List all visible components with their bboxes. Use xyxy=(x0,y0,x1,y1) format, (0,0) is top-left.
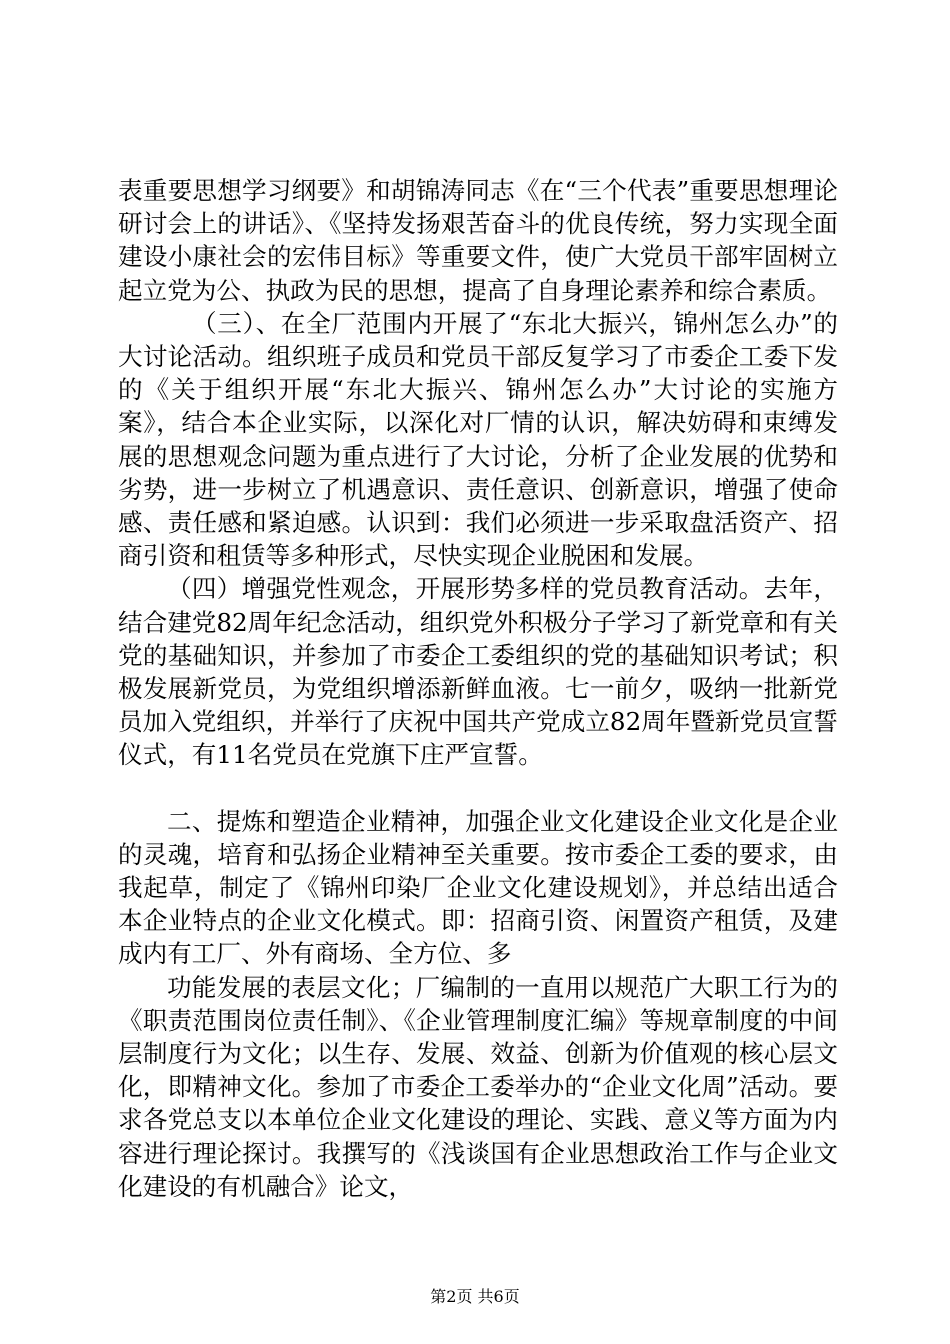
paragraph-gap xyxy=(118,772,838,805)
paragraph-part-two: 二、提炼和塑造企业精神，加强企业文化建设企业文化是企业的灵魂，培育和弘扬企业精神至关重要。按市委企工委的要求，由我起草，制定了《锦州印染厂企业文化建设规划》，并总结出适合本企业特点的企业文化模式。即：招商引资、闲置资产租赁，及建成内有工厂、外有商场、全方位、多 xyxy=(118,806,838,969)
document-body xyxy=(118,174,838,1203)
paragraph-culture-layers: 功能发展的表层文化；厂编制的一直用以规范广大职工行为的《职责范围岗位责任制》、《企业管理制度汇编》等规章制度的中间层制度行为文化；以生存、发展、效益、创新为价值观的核心层文化，即精神文化。参加了市委企工委举办的“企业文化周”活动。要求各党总支以本单位企业文化建设的理论、实践、意义等方面为内容进行理论探讨。我撰写的《浅谈国有企业思想政治工作与企业文化建设的有机融合》论文， xyxy=(118,972,838,1201)
paragraph-section-three: （三）、在全厂范围内开展了“东北大振兴，锦州怎么办”的大讨论活动。组织班子成员和党员干部反复学习了市委企工委下发的《关于组织开展“东北大振兴、锦州怎么办”大讨论的实施方案》，结合本企业实际，以深化对厂情的认识，解决妨碍和束缚发展的思想观念问题为重点进行了大讨论，分析了企业发展的优势和劣势，进一步树立了机遇意识、责任意识、创新意识，增强了使命感、责任感和紧迫感。认识到：我们必须进一步采取盘活资产、招商引资和租赁等多种形式，尽快实现企业脱困和发展。 xyxy=(118,308,838,571)
paragraph-section-four: （四）增强党性观念，开展形势多样的党员教育活动。去年，结合建党82周年纪念活动，组织党外积极分子学习了新党章和有关党的基础知识，并参加了市委企工委组织的党的基础知识考试；积极发展新党员，为党组织增添新鲜血液。七一前夕，吸纳一批新党员加入党组织，并举行了庆祝中国共产党成立82周年暨新党员宣誓仪式，有11名党员在党旗下庄严宣誓。 xyxy=(118,574,838,770)
paragraph-continuation: 表重要思想学习纲要》和胡锦涛同志《在“三个代表”重要思想理论研讨会上的讲话》、《坚持发扬艰苦奋斗的优良传统，努力实现全面建设小康社会的宏伟目标》等重要文件，使广大党员干部牢固树立起立党为公、执政为民的思想，提高了自身理论素养和综合素质。 xyxy=(118,176,838,305)
page-number-footer: 第2页 共6页 xyxy=(430,1287,520,1306)
